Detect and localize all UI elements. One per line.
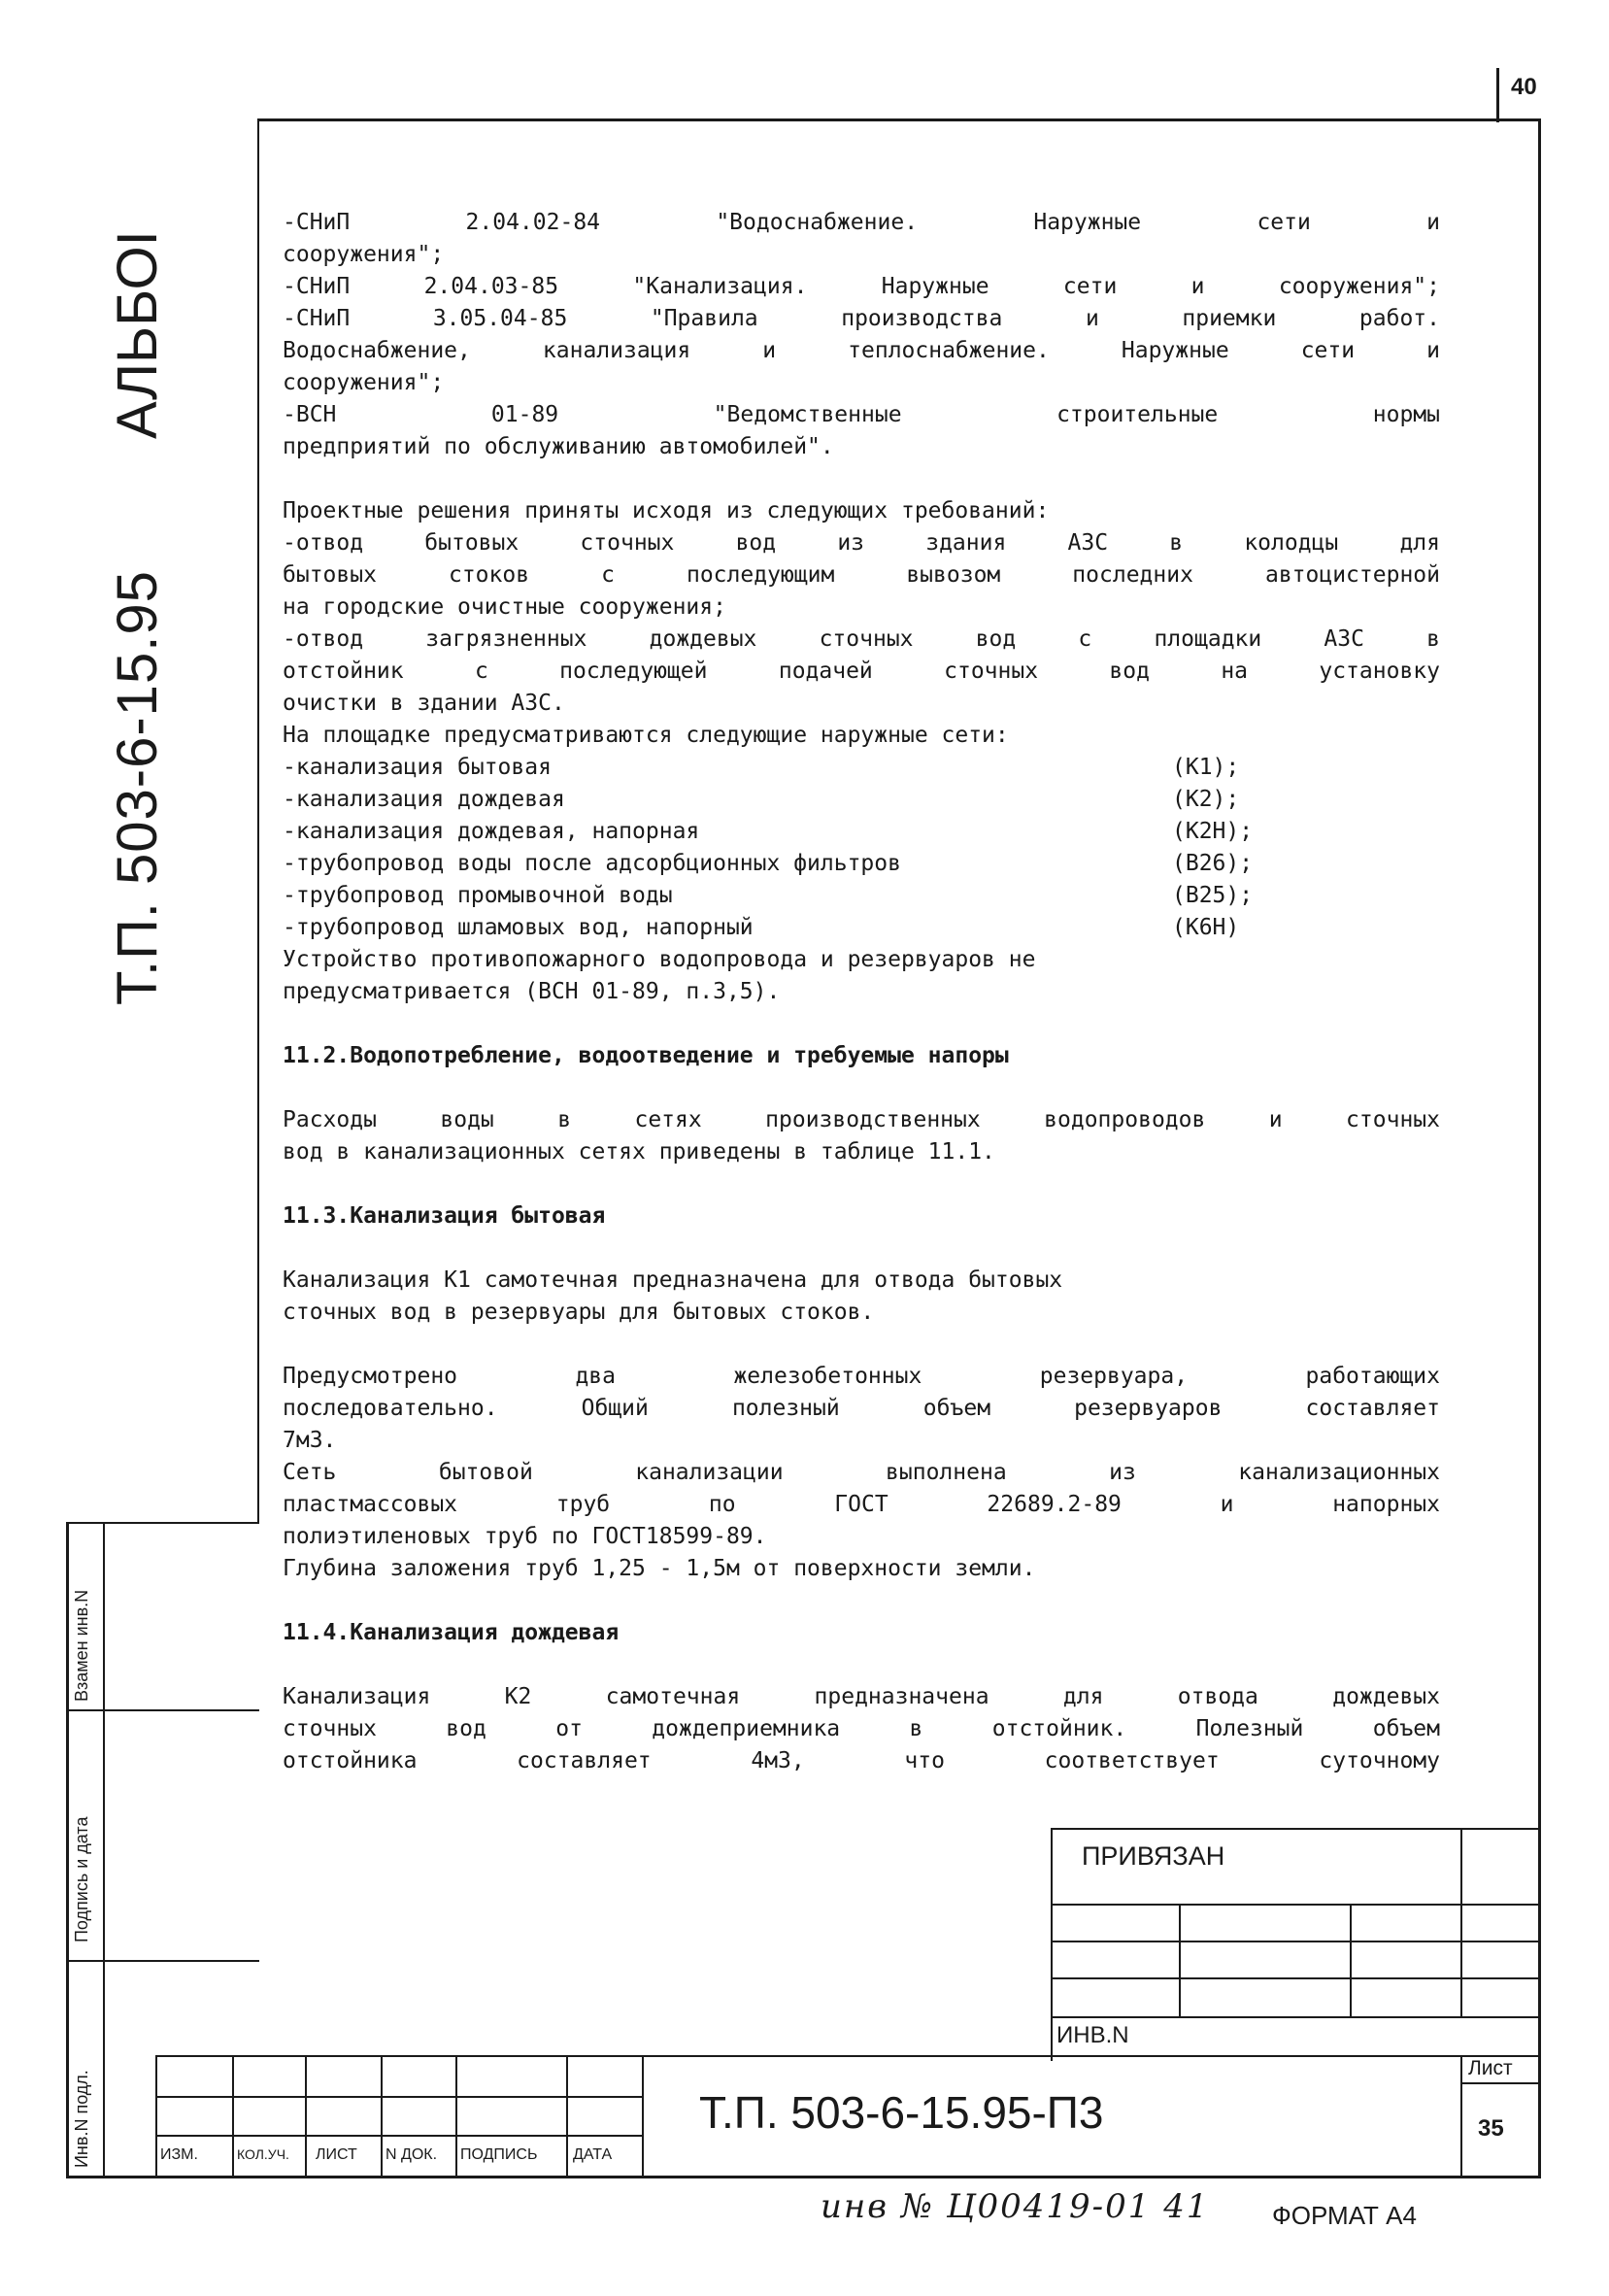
section-11-3-line: полиэтиленовых труб по ГОСТ18599-89. xyxy=(283,1524,767,1549)
titleblock-row-1 xyxy=(155,2096,644,2098)
binding-col-3 xyxy=(1460,1828,1462,2016)
binding-privyazan: ПРИВЯЗАН xyxy=(1082,1841,1225,1871)
titleblock-col xyxy=(305,2055,307,2178)
requirement-line: Проектные решения приняты исходя из следующих требований: xyxy=(283,498,1050,523)
section-11-4-title: 11.4.Канализация дождевая xyxy=(283,1620,620,1645)
titleblock-col-label: ДАТА xyxy=(573,2146,613,2163)
frame-right xyxy=(1538,118,1541,2178)
section-11-3-line: Сеть бытовой канализации выполнена из канализационных xyxy=(283,1460,1440,1485)
titleblock-col xyxy=(455,2055,457,2178)
titleblock-col xyxy=(381,2055,383,2178)
network-name: -канализация дождевая, напорная xyxy=(283,819,700,844)
stamp-strip-inner xyxy=(103,1522,105,2178)
network-code: (К2Н); xyxy=(1172,819,1254,844)
network-code: (В26); xyxy=(1172,851,1254,876)
frame-bottom xyxy=(66,2176,1541,2178)
binding-col-2 xyxy=(1350,1904,1352,2016)
titleblock-sheet-divider xyxy=(1460,2055,1462,2178)
titleblock-designation: Т.П. 503-6-15.95-П3 xyxy=(699,2087,1104,2138)
network-name: -канализация дождевая xyxy=(283,787,565,812)
titleblock-top xyxy=(155,2055,1541,2057)
titleblock-col xyxy=(232,2055,234,2178)
footer-format: ФОРМАТ А4 xyxy=(1272,2201,1417,2230)
network-item xyxy=(283,752,1440,784)
side-album: АЛЬБОI xyxy=(106,230,169,439)
document-body xyxy=(283,207,1440,1777)
network-code: (К2); xyxy=(1172,787,1240,812)
requirement-line: -отвод бытовых сточных вод из здания АЗС в колодцы для xyxy=(283,530,1440,556)
side-designation: Т.П. 503-6-15.95 xyxy=(106,570,169,1005)
requirement-line: На площадке предусматриваются следующие наружные сети: xyxy=(283,723,1009,748)
stamp-inv-label: Инв.N подл. xyxy=(72,2070,91,2168)
section-11-2-title: 11.2.Водопотребление, водоотведение и требуемые напоры xyxy=(283,1043,1009,1068)
norm-line: сооружения"; xyxy=(283,242,445,267)
titleblock-col-label: КОЛ.УЧ. xyxy=(237,2146,289,2162)
section-11-3-line: последовательно. Общий полезный объем резервуаров составляет xyxy=(283,1396,1440,1421)
binding-top xyxy=(1051,1828,1540,1830)
titleblock-col-label: ЛИСТ xyxy=(316,2146,357,2163)
binding-row-1 xyxy=(1051,1904,1540,1906)
network-item xyxy=(283,816,1440,848)
norm-line: -ВСН 01-89 "Ведомственные строительные нормы xyxy=(283,402,1440,427)
binding-row-4 xyxy=(1051,2016,1540,2018)
section-11-3-line: пластмассовых труб по ГОСТ 22689.2-89 и напорных xyxy=(283,1492,1440,1517)
requirement-line: -отвод загрязненных дождевых сточных вод с площадки АЗС в xyxy=(283,626,1440,652)
section-11-3-line: Предусмотрено два железобетонных резервуара, работающих xyxy=(283,1364,1440,1389)
stamp-strip-sep-2 xyxy=(66,1960,259,1962)
titleblock-col xyxy=(566,2055,568,2178)
norm-line: -СНиП 3.05.04-85 "Правила производства и приемки работ. xyxy=(283,306,1440,331)
requirement-line: очистки в здании АЗС. xyxy=(283,691,565,716)
fire-note-line: Устройство противопожарного водопровода и резервуаров не xyxy=(283,947,1036,972)
norm-line: Водоснабжение, канализация и теплоснабжение. Наружные сети и xyxy=(283,338,1440,363)
norm-line: -СНиП 2.04.02-84 "Водоснабжение. Наружные сети и xyxy=(283,210,1440,235)
network-code: (К6Н) xyxy=(1172,915,1240,940)
stamp-vzam-label: Взамен инв.N xyxy=(72,1589,91,1702)
section-11-4-line: Канализация К2 самотечная предназначена для отвода дождевых xyxy=(283,1684,1440,1709)
titleblock-sheet-row xyxy=(1460,2082,1540,2084)
section-11-3-line: Глубина заложения труб 1,25 - 1,5м от поверхности земли. xyxy=(283,1556,1036,1581)
section-11-3-line: сточных вод в резервуары для бытовых стоков. xyxy=(283,1300,875,1325)
titleblock-col-label: ПОДПИСЬ xyxy=(460,2146,538,2163)
norm-line: -СНиП 2.04.03-85 "Канализация. Наружные сети и сооружения"; xyxy=(283,274,1440,299)
section-11-2-line: Расходы воды в сетях производственных водопроводов и сточных xyxy=(283,1107,1440,1132)
section-11-3-title: 11.3.Канализация бытовая xyxy=(283,1203,606,1229)
requirement-line: на городские очистные сооружения; xyxy=(283,594,726,620)
requirement-line: бытовых стоков с последующим вывозом последних автоцистерной xyxy=(283,562,1440,588)
stamp-strip-top xyxy=(66,1522,259,1524)
network-code: (В25); xyxy=(1172,883,1254,908)
frame-top xyxy=(257,118,1541,121)
binding-row-3 xyxy=(1051,1977,1540,1979)
stamp-strip-sep-1 xyxy=(66,1709,259,1711)
fire-note-line: предусматривается (ВСН 01-89, п.3,5). xyxy=(283,979,781,1004)
titleblock-left xyxy=(155,2055,157,2178)
network-name: -канализация бытовая xyxy=(283,755,552,780)
network-code: (К1); xyxy=(1172,755,1240,780)
binding-row-2 xyxy=(1051,1941,1540,1942)
binding-inv-label: ИНВ.N xyxy=(1056,2022,1129,2048)
page-number-divider xyxy=(1496,68,1499,122)
section-11-3-line: Канализация К1 самотечная предназначена для отвода бытовых xyxy=(283,1267,1063,1293)
frame-left-inner xyxy=(257,118,259,1522)
network-name: -трубопровод шламовых вод, напорный xyxy=(283,915,754,940)
titleblock-sheet-label: Лист xyxy=(1468,2057,1513,2079)
section-11-2-line: вод в канализационных сетях приведены в таблице 11.1. xyxy=(283,1139,995,1165)
footer-inventory: инв № Ц00419-01 41 xyxy=(821,2187,1210,2226)
norm-line: сооружения"; xyxy=(283,370,445,395)
stamp-podpis-label: Подпись и дата xyxy=(72,1816,91,1942)
section-11-3-line: 7м3. xyxy=(283,1428,337,1453)
titleblock-col-label: N ДОК. xyxy=(385,2146,438,2163)
section-11-4-line: сточных вод от дождеприемника в отстойник. Полезный объем xyxy=(283,1716,1440,1741)
network-name: -трубопровод промывочной воды xyxy=(283,883,673,908)
network-item xyxy=(283,848,1440,880)
binding-col-1 xyxy=(1179,1904,1181,2016)
stamp-strip-outer xyxy=(66,1522,69,2178)
network-item xyxy=(283,912,1440,944)
section-11-4-line: отстойника составляет 4м3, что соответствует суточному xyxy=(283,1748,1440,1773)
titleblock-sheet-number: 35 xyxy=(1478,2115,1504,2142)
titleblock-col-label: ИЗМ. xyxy=(160,2146,198,2163)
network-item xyxy=(283,880,1440,912)
titleblock-row-2 xyxy=(155,2135,644,2137)
network-name: -трубопровод воды после адсорбционных фильтров xyxy=(283,851,901,876)
page-number: 40 xyxy=(1511,74,1537,100)
requirement-line: отстойник с последующей подачей сточных вод на установку xyxy=(283,658,1440,684)
binding-left xyxy=(1051,1828,1053,2061)
norm-line: предприятий по обслуживанию автомобилей". xyxy=(283,434,834,459)
network-item xyxy=(283,784,1440,816)
titleblock-col xyxy=(642,2055,644,2178)
